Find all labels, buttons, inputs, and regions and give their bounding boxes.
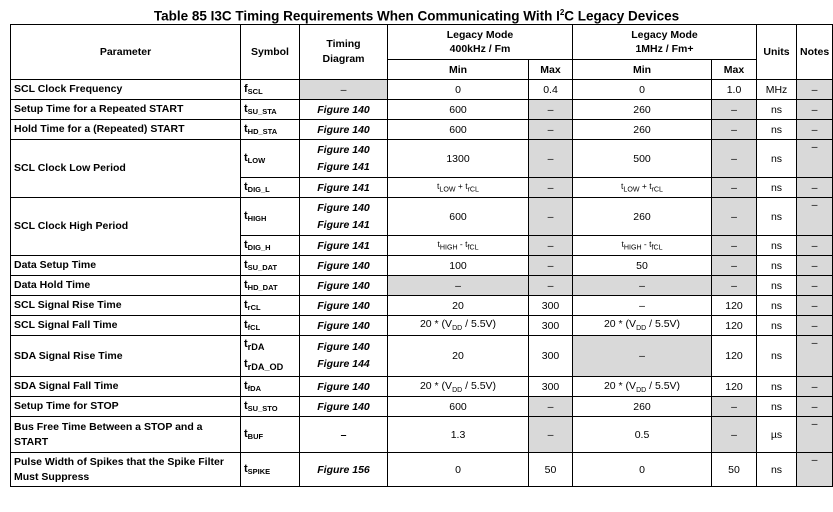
symbol-cell: $t_{HD\_STA}$ [241,120,300,140]
fmp-max-cell: 120 [712,296,757,316]
units-cell: ns [757,198,797,236]
notes-cell: – [797,296,833,316]
fmp-min-cell: 0 [573,80,712,100]
symbol-cell: $t_{rCL}$ [241,296,300,316]
notes-cell: – [797,80,833,100]
fm-max-cell: 300 [529,377,573,397]
figure-cell: Figure 140 [300,397,388,417]
fmp-max-cell: – [712,276,757,296]
units-cell: ns [757,316,797,336]
figure-cell: Figure 141 [300,178,388,198]
symbol-cell: $t_{fDA}$ [241,377,300,397]
symbol-cell: $t_{SU\_DAT}$ [241,256,300,276]
table-row [11,100,833,120]
figure-cell: Figure 156 [300,453,388,487]
fmp-min-cell: 260 [573,397,712,417]
figure-cell: – [300,80,388,100]
figure-cell: – [300,417,388,453]
symbol-cell: $t_{HIGH}$ [241,198,300,236]
units-cell: ns [757,236,797,256]
header-fmp-min: Min [573,60,712,80]
fmp-max-cell: 120 [712,336,757,377]
fmp-min-cell: $20 * (V_{DD} / 5.5V)$ [573,377,712,397]
fmp-min-cell: $t_{HIGH} - t_{fCL}$ [573,236,712,256]
fm-min-cell: 600 [388,100,529,120]
notes-cell: – [797,377,833,397]
symbol-cell: $t_{SU\_STA}$ [241,100,300,120]
fm-max-cell: 50 [529,453,573,487]
fm-max-cell: – [529,100,573,120]
table-row [11,316,833,336]
units-cell: ns [757,377,797,397]
fmp-max-cell: 120 [712,316,757,336]
notes-cell: – [797,256,833,276]
table-row [11,256,833,276]
param-cell: Data Hold Time [11,276,241,296]
fm-min-cell: 600 [388,120,529,140]
table-row [11,276,833,296]
header-notes: Notes [797,25,833,80]
fmp-min-cell: – [573,276,712,296]
fmp-max-cell: – [712,120,757,140]
fmp-max-cell: – [712,198,757,236]
param-cell: SCL Clock High Period [11,198,241,256]
fmp-max-cell: – [712,100,757,120]
units-cell: ns [757,336,797,377]
table-row [11,80,833,100]
figure-cell: Figure 140 [300,100,388,120]
header-legacy-fm: Legacy Mode 400kHz / Fm [388,25,573,60]
param-cell: SDA Signal Fall Time [11,377,241,397]
param-cell: SCL Signal Fall Time [11,316,241,336]
figure-cell: Figure 140 [300,276,388,296]
notes-cell: – [797,336,833,377]
symbol-cell: $t_{DIG\_H}$ [241,236,300,256]
fm-max-cell: – [529,397,573,417]
param-cell: Hold Time for a (Repeated) START [11,120,241,140]
param-cell: Bus Free Time Between a STOP and a START [11,417,241,453]
table-row [11,417,833,453]
figure-cell: Figure 140 [300,316,388,336]
header-parameter: Parameter [11,25,241,80]
fm-max-cell: – [529,140,573,178]
header-units: Units [757,25,797,80]
header-fm-min: Min [388,60,529,80]
figure-cell: Figure 140 [300,256,388,276]
figure-cell: Figure 140 [300,120,388,140]
fm-max-cell: 0.4 [529,80,573,100]
symbol-cell: $t_{LOW}$ [241,140,300,178]
figure-cell: Figure 140 [300,377,388,397]
fm-max-cell: 300 [529,316,573,336]
fm-max-cell: – [529,276,573,296]
units-cell: ns [757,178,797,198]
table-title: Table 85 I3C Timing Requirements When Communicating With $I^2C$ Legacy Devices [153,8,680,24]
header-fmp-max: Max [712,60,757,80]
fm-min-cell: $t_{HIGH} - t_{fCL}$ [388,236,529,256]
units-cell: ns [757,120,797,140]
fmp-max-cell: 120 [712,377,757,397]
fm-max-cell: – [529,256,573,276]
fmp-max-cell: 1.0 [712,80,757,100]
fm-min-cell: 20 [388,296,529,316]
notes-cell: – [797,178,833,198]
header-timing-diagram: Timing Diagram [300,25,388,80]
fm-min-cell: – [388,276,529,296]
table-row [11,397,833,417]
notes-cell: – [797,417,833,453]
units-cell: ns [757,397,797,417]
fmp-max-cell: – [712,178,757,198]
fmp-min-cell: 260 [573,198,712,236]
units-cell: ns [757,453,797,487]
timing-table [10,24,833,487]
fm-max-cell: – [529,198,573,236]
fmp-max-cell: – [712,256,757,276]
fm-min-cell: 1300 [388,140,529,178]
fm-min-cell: 0 [388,80,529,100]
fm-min-cell: 600 [388,397,529,417]
figure-cell: Figure 140 Figure 144 [300,336,388,377]
fm-min-cell: 100 [388,256,529,276]
figure-cell: Figure 141 [300,236,388,256]
header-legacy-fmplus: Legacy Mode 1MHz / Fm+ [573,25,757,60]
fm-min-cell: 1.3 [388,417,529,453]
param-cell: SCL Clock Low Period [11,140,241,198]
fmp-max-cell: – [712,397,757,417]
param-cell: Setup Time for STOP [11,397,241,417]
fmp-min-cell: 500 [573,140,712,178]
param-cell: Data Setup Time [11,256,241,276]
fmp-min-cell: $t_{LOW} + t_{rCL}$ [573,178,712,198]
units-cell: ns [757,256,797,276]
notes-cell: – [797,397,833,417]
notes-cell: – [797,100,833,120]
param-cell: SDA Signal Rise Time [11,336,241,377]
table-row [11,296,833,316]
param-cell: Pulse Width of Spikes that the Spike Filter Must Suppress [11,453,241,487]
notes-cell: – [797,140,833,178]
notes-cell: – [797,453,833,487]
notes-cell: – [797,198,833,236]
units-cell: ns [757,276,797,296]
fm-min-cell: 20 [388,336,529,377]
table-row [11,336,833,377]
fm-max-cell: – [529,417,573,453]
units-cell: ns [757,296,797,316]
fm-min-cell: 0 [388,453,529,487]
symbol-cell: $t_{HD\_DAT}$ [241,276,300,296]
fmp-max-cell: – [712,140,757,178]
fmp-max-cell: – [712,236,757,256]
notes-cell: – [797,316,833,336]
param-cell: Setup Time for a Repeated START [11,100,241,120]
notes-cell: – [797,236,833,256]
fm-min-cell: $t_{LOW} + t_{rCL}$ [388,178,529,198]
fm-max-cell: – [529,236,573,256]
fmp-min-cell: 260 [573,100,712,120]
table-row [11,198,833,236]
fm-max-cell: 300 [529,296,573,316]
fm-min-cell: $20 * (V_{DD} / 5.5V)$ [388,377,529,397]
header-symbol: Symbol [241,25,300,80]
fmp-min-cell: – [573,296,712,316]
notes-cell: – [797,120,833,140]
fm-max-cell: – [529,178,573,198]
symbol-cell: $t_{SPIKE}$ [241,453,300,487]
fm-max-cell: – [529,120,573,140]
fmp-max-cell: – [712,417,757,453]
table-row [11,377,833,397]
units-cell: µs [757,417,797,453]
figure-cell: Figure 140 Figure 141 [300,198,388,236]
figure-cell: Figure 140 Figure 141 [300,140,388,178]
units-cell: MHz [757,80,797,100]
header-fm-max: Max [529,60,573,80]
param-cell: SCL Clock Frequency [11,80,241,100]
fmp-min-cell: $20 * (V_{DD} / 5.5V)$ [573,316,712,336]
fmp-min-cell: 0.5 [573,417,712,453]
units-cell: ns [757,100,797,120]
symbol-cell: $t_{BUF}$ [241,417,300,453]
symbol-cell: $t_{DIG\_L}$ [241,178,300,198]
fm-max-cell: 300 [529,336,573,377]
symbol-cell: $t_{fCL}$ [241,316,300,336]
notes-cell: – [797,276,833,296]
units-cell: ns [757,140,797,178]
fmp-min-cell: 50 [573,256,712,276]
fmp-max-cell: 50 [712,453,757,487]
fmp-min-cell: 0 [573,453,712,487]
fmp-min-cell: – [573,336,712,377]
symbol-cell: $f_{SCL}$ [241,80,300,100]
header-row-1 [11,25,833,60]
fm-min-cell: 600 [388,198,529,236]
figure-cell: Figure 140 [300,296,388,316]
table-row [11,140,833,178]
fmp-min-cell: 260 [573,120,712,140]
symbol-cell: $t_{rDA}$ $t_{rDA\_OD}$ [241,336,300,377]
symbol-cell: $t_{SU\_STO}$ [241,397,300,417]
table-row [11,120,833,140]
table-row [11,453,833,487]
param-cell: SCL Signal Rise Time [11,296,241,316]
fm-min-cell: $20 * (V_{DD} / 5.5V)$ [388,316,529,336]
